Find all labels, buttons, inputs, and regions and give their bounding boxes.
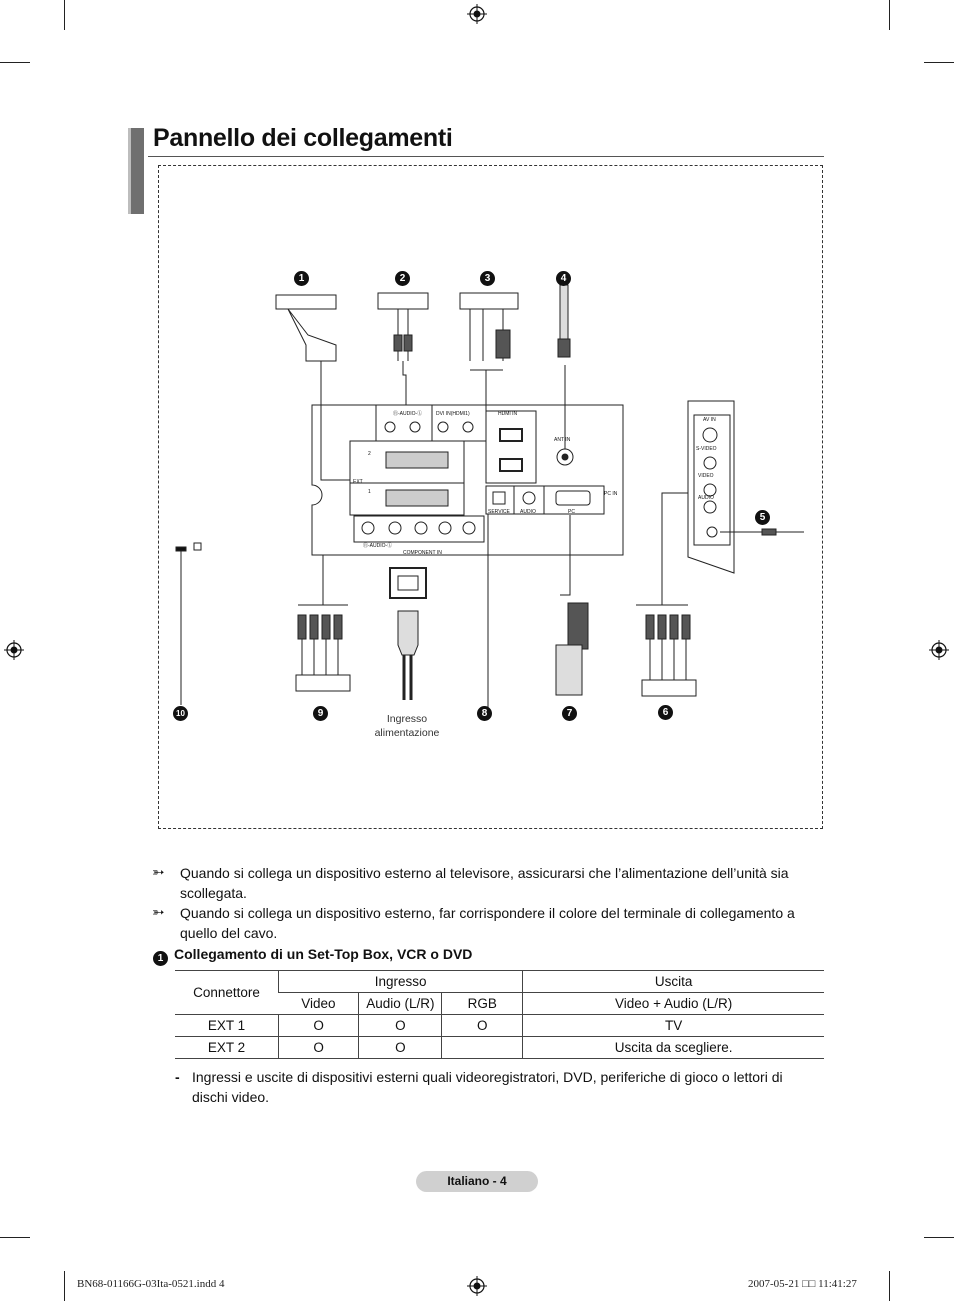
note-1 (152, 863, 812, 903)
device-1 (276, 295, 336, 309)
marker-6: 6 (658, 705, 673, 720)
label-audio-top: Ⓡ-AUDIO-Ⓛ (393, 411, 423, 417)
registration-mark-icon (467, 1276, 487, 1296)
power-caption-line1: Ingresso (386, 713, 428, 725)
crop-mark (889, 0, 890, 30)
cell-audio: O (359, 1015, 442, 1037)
cell-name: EXT 1 (175, 1015, 278, 1037)
cell-rgb (442, 1037, 523, 1059)
bullet-dash: - (175, 1069, 180, 1085)
note-arrow-icon: ➳ (152, 864, 165, 881)
subheader-rgb: RGB (442, 993, 523, 1015)
cell-name: EXT 2 (175, 1037, 278, 1059)
cell-rgb: O (442, 1015, 523, 1037)
power-caption (360, 712, 454, 740)
crop-mark (889, 1271, 890, 1301)
label-audio: AUDIO (520, 509, 536, 515)
crop-mark (0, 62, 30, 63)
label-ext1: 1 (368, 489, 371, 495)
label-ant: ANT IN (554, 437, 571, 443)
header-ingresso: Ingresso (278, 971, 522, 993)
section-heading (153, 946, 472, 966)
note-2 (152, 903, 812, 943)
cell-audio: O (359, 1037, 442, 1059)
crop-mark (64, 0, 65, 30)
marker-9: 9 (313, 706, 328, 721)
slug-date: 2007-05-21 □□ 11:41:27 (748, 1278, 857, 1290)
header-uscita: Uscita (523, 971, 824, 993)
registration-mark-icon (929, 640, 949, 660)
bullet-text: Ingressi e uscite di dispositivi esterni quali videoregistratori, DVD, periferiche di gioco o lettori di dischi video. (192, 1069, 783, 1105)
subheader-uscita: Video + Audio (L/R) (523, 993, 824, 1015)
note-arrow-icon: ➳ (152, 904, 165, 921)
side-panel-outline (688, 401, 734, 573)
label-pc: PC (568, 509, 575, 515)
section-heading-text: Collegamento di un Set-Top Box, VCR o DVD (174, 946, 473, 962)
label-audio-side: AUDIO (698, 495, 714, 501)
cell-video: O (278, 1037, 358, 1059)
label-svideo: S-VIDEO (696, 446, 717, 452)
marker-2: 2 (395, 271, 410, 286)
title-underline (148, 156, 824, 157)
label-hdmi: HDMI IN (498, 411, 518, 417)
crop-mark (924, 1237, 954, 1238)
device-3 (460, 293, 518, 309)
marker-7: 7 (562, 706, 577, 721)
crop-mark (0, 1237, 30, 1238)
label-ext: EXT (353, 479, 363, 485)
note-text: Quando si collega un dispositivo esterno, far corrispondere il colore del terminale di collegamento a quello del cavo. (180, 905, 795, 941)
registration-mark-icon (4, 640, 24, 660)
section-number: 1 (153, 951, 168, 966)
page-title: Pannello dei collegamenti (153, 124, 453, 152)
registration-mark-icon (467, 4, 487, 24)
marker-3: 3 (480, 271, 495, 286)
marker-10: 10 (173, 706, 188, 721)
label-video: VIDEO (698, 473, 714, 479)
label-av-in: AV IN (703, 417, 716, 423)
power-socket (390, 568, 426, 598)
kensington-slot-icon (176, 547, 186, 551)
device-2 (378, 293, 428, 309)
page-number-badge: Italiano - 4 (416, 1171, 538, 1192)
marker-1: 1 (294, 271, 309, 286)
cell-out: TV (523, 1015, 824, 1037)
marker-5: 5 (755, 510, 770, 525)
device-6 (642, 680, 696, 696)
label-pc-in: PC IN (604, 491, 618, 497)
label-ext2: 2 (368, 451, 371, 457)
table-row (175, 1037, 824, 1059)
device-9 (296, 675, 350, 691)
cell-out: Uscita da scegliere. (523, 1037, 824, 1059)
crop-mark (64, 1271, 65, 1301)
label-component-in: COMPONENT IN (403, 550, 442, 556)
label-component-audio: Ⓡ-AUDIO-Ⓛ (363, 543, 393, 549)
label-service: SERVICE (488, 509, 510, 515)
crop-mark (924, 62, 954, 63)
note-text: Quando si collega un dispositivo esterno al televisore, assicurarsi che l’alimentazione dell’unità sia scollegata. (180, 865, 789, 901)
table-row (175, 1015, 824, 1037)
label-dvi: DVI IN(HDMI1) (436, 411, 470, 417)
bullet-note (175, 1067, 815, 1107)
connector-table (175, 970, 824, 1059)
marker-4: 4 (556, 271, 571, 286)
subheader-audio: Audio (L/R) (359, 993, 442, 1015)
slug-filename: BN68-01166G-03Ita-0521.indd 4 (77, 1278, 225, 1290)
marker-8: 8 (477, 706, 492, 721)
cell-video: O (278, 1015, 358, 1037)
header-connettore: Connettore (175, 971, 278, 1015)
power-caption-line2: alimentazione (374, 727, 440, 739)
connection-diagram-illustration (158, 165, 823, 829)
title-accent-bar (128, 128, 144, 214)
subheader-video: Video (278, 993, 358, 1015)
